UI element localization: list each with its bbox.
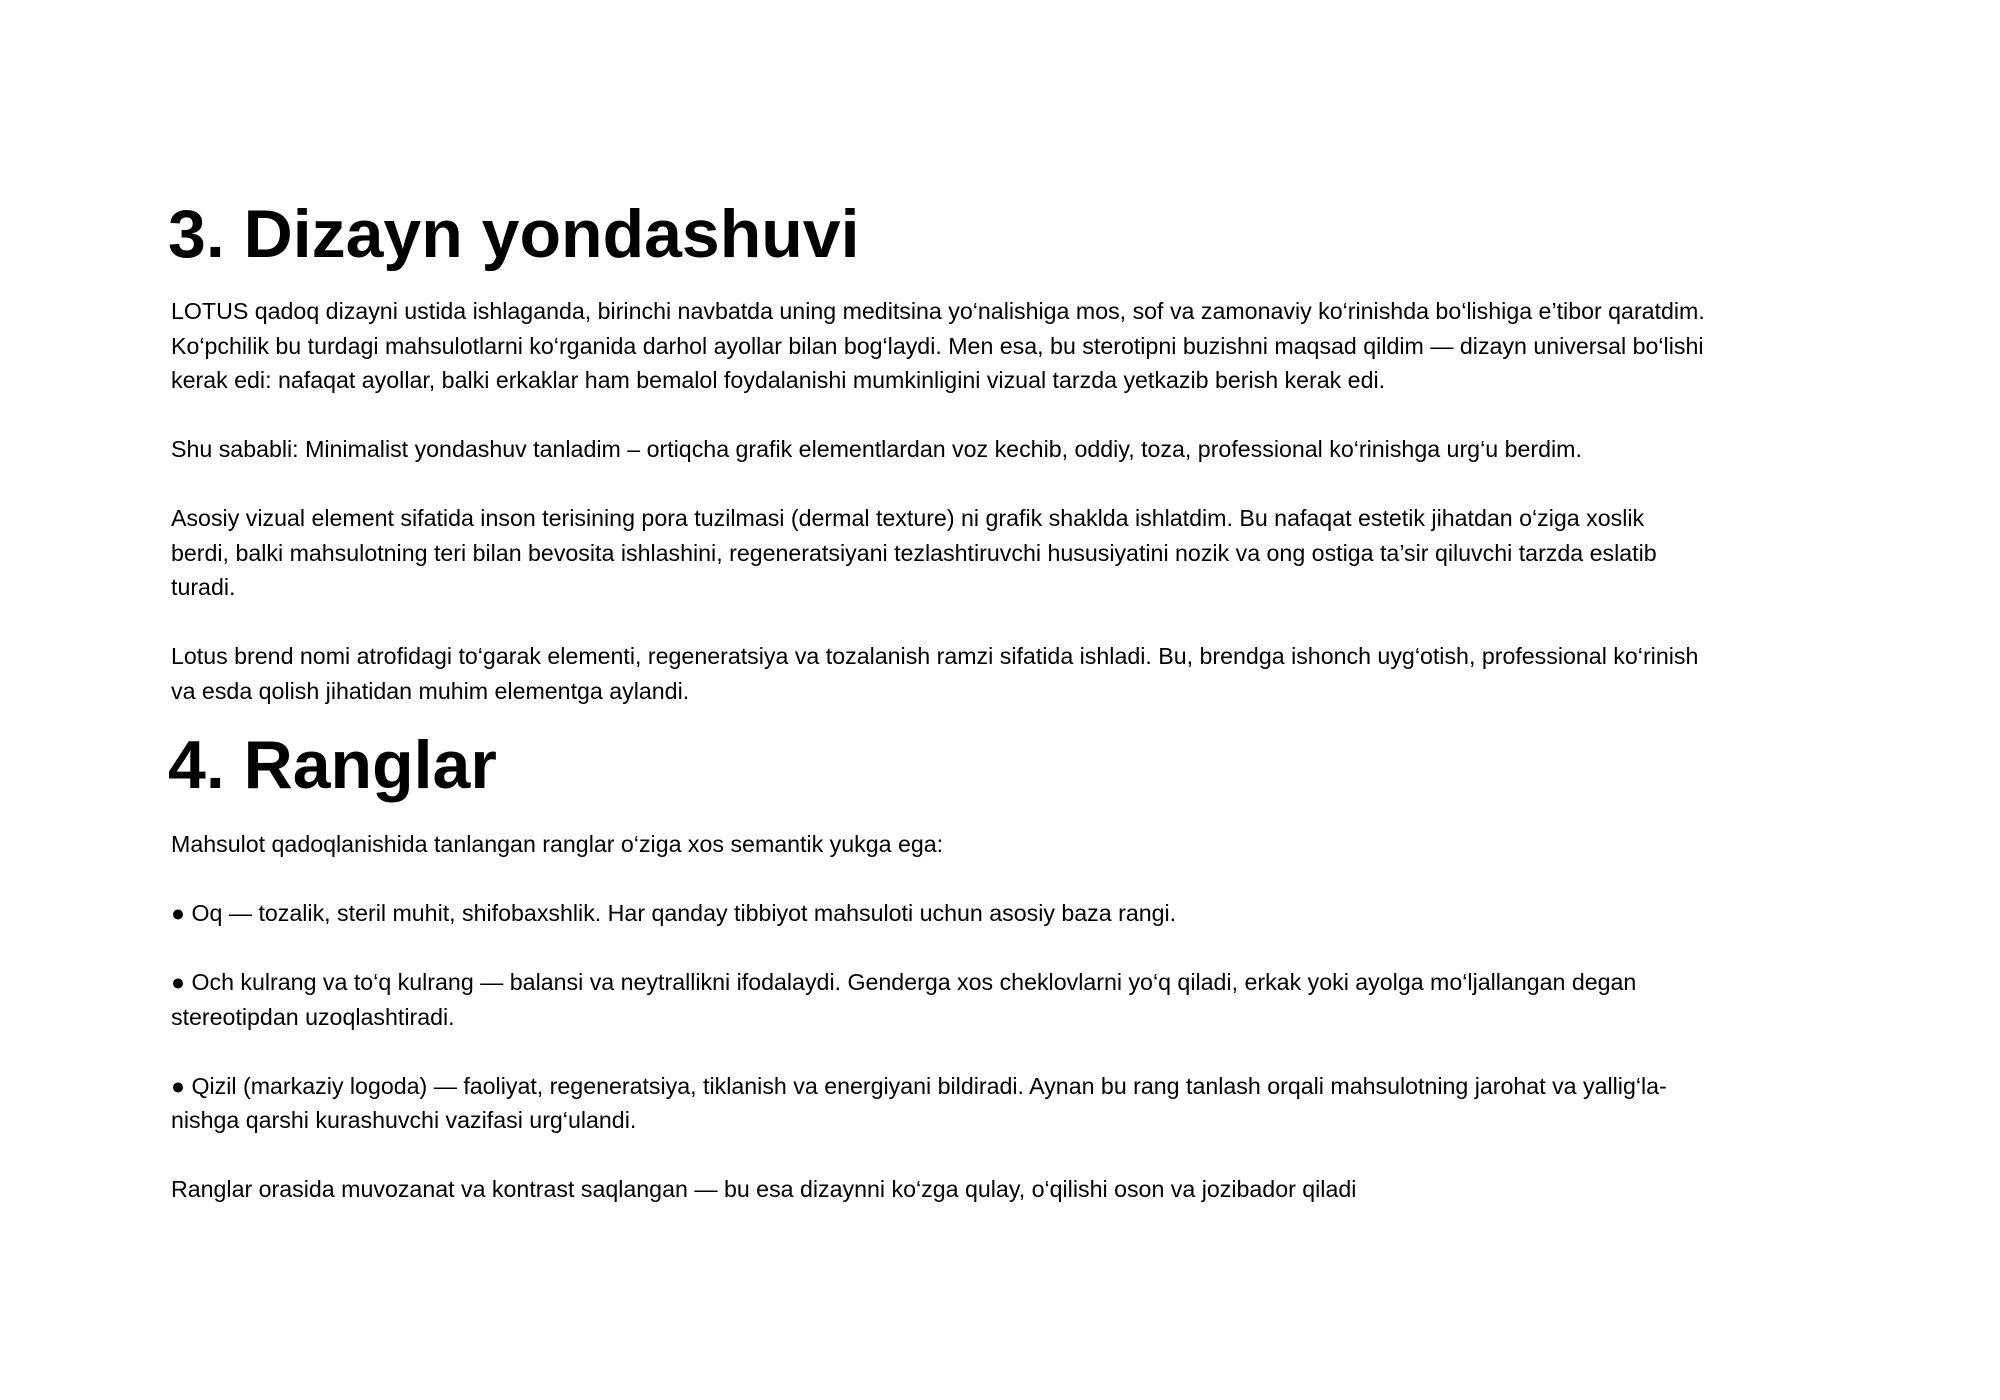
- bullet-item-red: ● Qizil (markaziy logoda) — faoliyat, regeneratsiya, tiklanish va energiyani bildiradi. Aynan bu rang tanlash orqali mahsulotning jarohat va yallig‘la-: [171, 1072, 1667, 1099]
- paragraph-line: Ranglar orasida muvozanat va kontrast saqlangan — bu esa dizaynni ko‘zga qulay, o‘qilishi oson va jozibador qiladi: [171, 1176, 1357, 1202]
- paragraph-line: va esda qolish jihatidan muhim elementga aylandi.: [171, 677, 690, 704]
- paragraph-line: Ko‘pchilik bu turdagi mahsulotlarni ko‘rganida darhol ayollar bilan bog‘laydi. Men esa, bu sterotipni buzishni maqsad qildim — dizayn universal bo‘lishi: [171, 332, 1704, 359]
- section-3-body: [171, 294, 1705, 708]
- paragraph-line: kerak edi: nafaqat ayollar, balki erkaklar ham bemalol foydalanishi mumkinligini vizual tarzda yetkazib berish kerak edi.: [171, 367, 1386, 393]
- section-4-heading: 4. Ranglar: [168, 727, 497, 803]
- paragraph-line: Lotus brend nomi atrofidagi to‘garak elementi, regeneratsiya va tozalanish ramzi sifatida ishladi. Bu, brendga ishonch uyg‘otish, professional ko‘rinish: [171, 643, 1699, 669]
- bullet-item-gray: ● Och kulrang va to‘q kulrang — balansi va neytrallikni ifodalaydi. Genderga xos cheklovlarni yo‘q qiladi, erkak yoki ayolga mo‘ljallangan degan: [171, 969, 1637, 995]
- paragraph-line: stereotipdan uzoqlashtiradi.: [171, 1003, 455, 1030]
- paragraph-line: Asosiy vizual element sifatida inson terisining pora tuzilmasi (dermal texture) ni grafik shaklda ishlatdim. Bu nafaqat estetik jihatdan o‘ziga xoslik: [171, 505, 1645, 531]
- section-4-body: [171, 827, 1667, 1207]
- bullet-item-white: ● Oq — tozalik, steril muhit, shifobaxshlik. Har qanday tibbiyot mahsuloti uchun asosiy baza rangi.: [171, 900, 1177, 926]
- paragraph-line: nishga qarshi kurashuvchi vazifasi urg‘ulandi.: [171, 1107, 637, 1133]
- paragraph-line: LOTUS qadoq dizayni ustida ishlaganda, birinchi navbatda uning meditsina yo‘nalishiga mos, sof va zamonaviy ko‘rinishda bo‘lishiga e’tibor qaratdim.: [171, 298, 1705, 324]
- section-3-heading: 3. Dizayn yondashuvi: [168, 196, 860, 272]
- paragraph-line: berdi, balki mahsulotning teri bilan bevosita ishlashini, regeneratsiyani tezlashtiruvchi hususiyatini nozik va ong ostiga ta’sir qiluvchi tarzda eslatib: [171, 539, 1657, 566]
- paragraph-line: turadi.: [171, 574, 236, 600]
- paragraph-line: Shu sababli: Minimalist yondashuv tanladim – ortiqcha grafik elementlardan voz kechib, oddiy, toza, professional ko‘rinishga urg‘u berdim.: [171, 436, 1582, 462]
- paragraph-line: Mahsulot qadoqlanishida tanlangan ranglar o‘ziga xos semantik yukga ega:: [171, 831, 944, 857]
